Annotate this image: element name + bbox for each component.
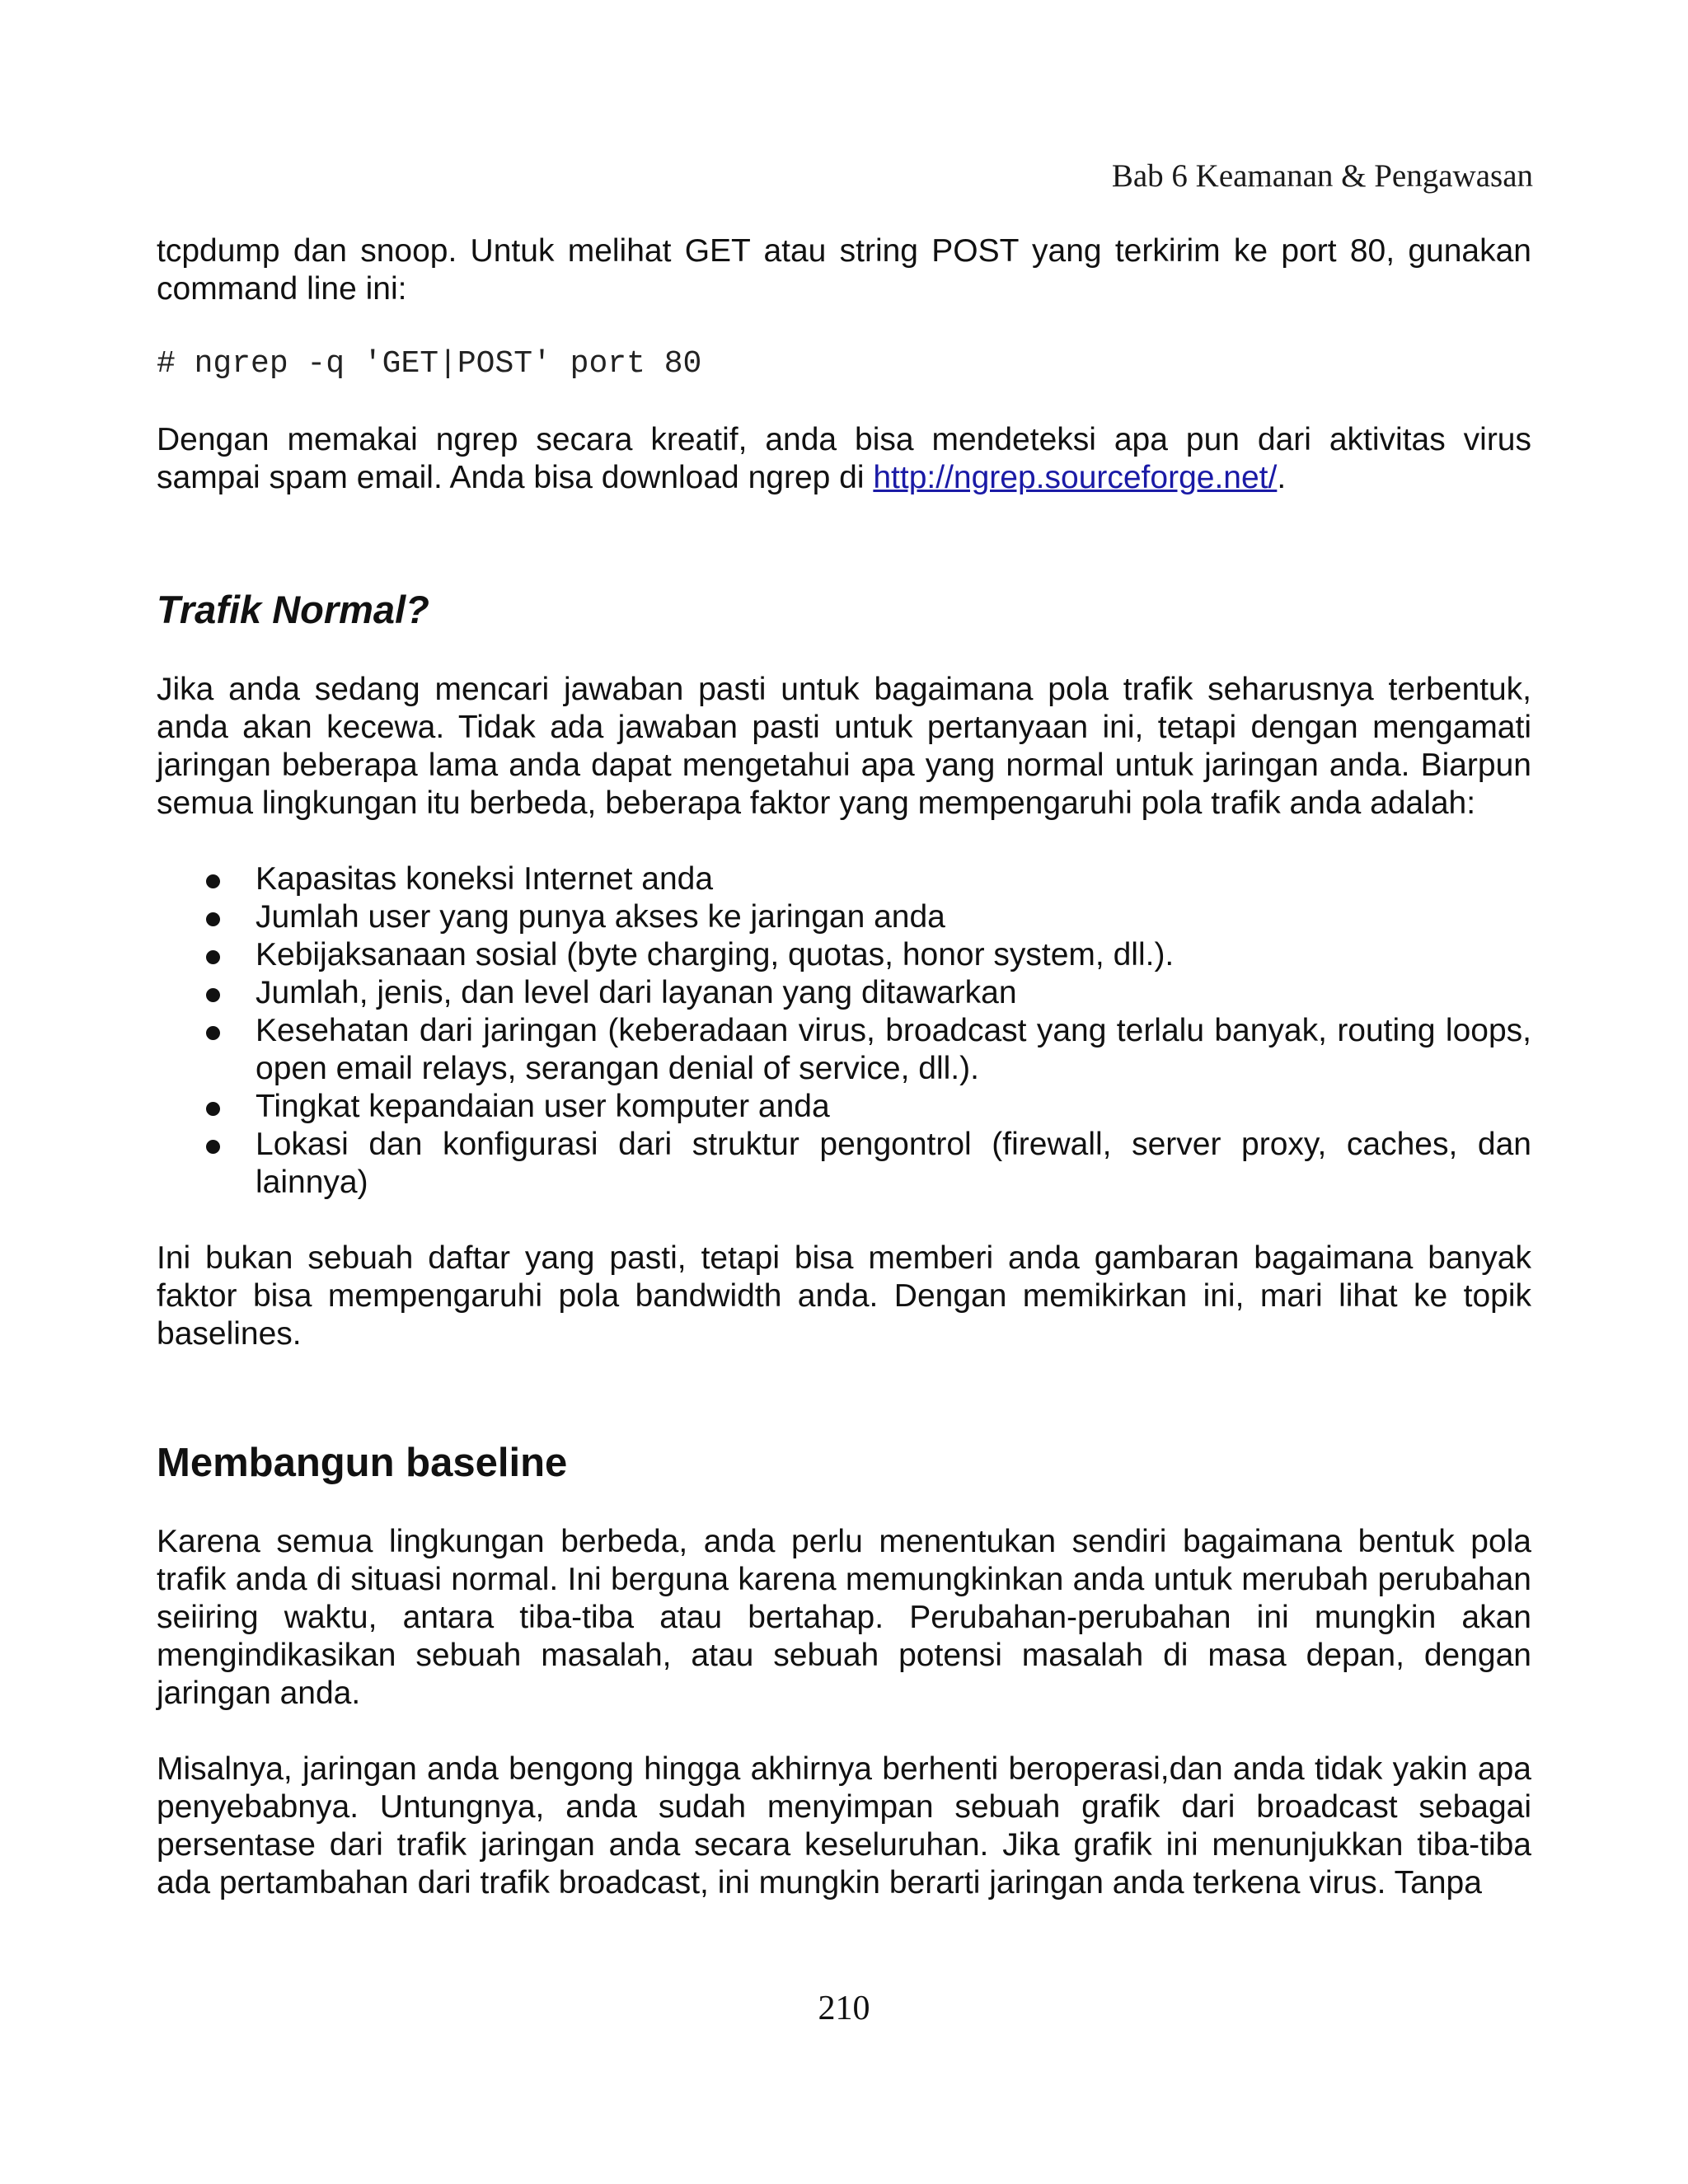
list-item — [157, 1126, 1531, 1202]
intro-paragraph-2-text: Dengan memakai ngrep secara kreatif, anda bisa mendeteksi apa pun dari aktivitas virus sampai spam email. Anda bisa download ngrep di — [157, 422, 1531, 495]
list-item — [157, 1088, 1531, 1126]
intro-paragraph-2-end: . — [1277, 460, 1287, 495]
bullet-icon — [206, 1026, 220, 1040]
intro-paragraph: tcpdump dan snoop. Untuk melihat GET atau string POST yang terkirim ke port 80, gunakan command line ini: — [157, 233, 1531, 307]
bullet-icon — [206, 1140, 220, 1154]
list-item-text: Tingkat kepandaian user komputer anda — [256, 1089, 830, 1124]
section2-paragraph-2: Misalnya, jaringan anda bengong hingga akhirnya berhenti beroperasi,dan anda tidak yakin apa penyebabnya. Untungnya, anda sudah menyimpan sebuah grafik dari broadcast sebagai persentase dari trafik jaringan anda secara keseluruhan. Jika grafik ini menunjukkan tiba-tiba ada pertambahan dari trafik broadcast, ini mungkin berarti jaringan anda terkena virus. Tanpa — [157, 1751, 1531, 1900]
bullet-icon — [206, 912, 220, 926]
page-content — [157, 232, 1531, 1902]
page-number: 210 — [818, 1990, 870, 2027]
list-item — [157, 898, 1531, 936]
list-item-text: Kesehatan dari jaringan (keberadaan virus, broadcast yang terlalu banyak, routing loops, open email relays, serangan denial of service, dll.). — [256, 1013, 1531, 1086]
ngrep-link[interactable]: http://ngrep.sourceforge.net/ — [873, 460, 1278, 495]
list-item-text: Jumlah user yang punya akses ke jaringan anda — [256, 899, 945, 935]
section1-paragraph: Jika anda sedang mencari jawaban pasti untuk bagaimana pola trafik seharusnya terbentuk, anda akan kecewa. Tidak ada jawaban pasti untuk pertanyaan ini, tetapi dengan mengamati jaringan beberapa lama anda dapat mengetahui apa yang normal untuk jaringan anda. Biarpun semua lingkungan itu berbeda, beberapa faktor yang mempengaruhi pola trafik anda adalah: — [157, 672, 1531, 821]
list-item-text: Kebijaksanaan sosial (byte charging, quotas, honor system, dll.). — [256, 937, 1175, 972]
bullet-icon — [206, 1102, 220, 1116]
code-command: # ngrep -q 'GET|POST' port 80 — [157, 346, 702, 382]
list-item — [157, 974, 1531, 1012]
section2-paragraph-1: Karena semua lingkungan berbeda, anda perlu menentukan sendiri bagaimana bentuk pola trafik anda di situasi normal. Ini berguna karena memungkinkan anda untuk merubah perubahan seiiring waktu, antara tiba-tiba atau bertahap. Perubahan-perubahan ini mungkin akan mengindikasikan sebuah masalah, atau sebuah potensi masalah di masa depan, dengan jaringan anda. — [157, 1524, 1531, 1711]
bullet-icon — [206, 950, 220, 964]
bullet-icon — [206, 988, 220, 1002]
section1-closing-paragraph: Ini bukan sebuah daftar yang pasti, tetapi bisa memberi anda gambaran bagaimana banyak faktor bisa mempengaruhi pola bandwidth anda. Dengan memikirkan ini, mari lihat ke topik baselines. — [157, 1240, 1531, 1352]
intro-paragraph-2 — [157, 421, 1531, 497]
list-item — [157, 936, 1531, 974]
list-item-text: Lokasi dan konfigurasi dari struktur pengontrol (firewall, server proxy, caches, dan lainnya) — [256, 1127, 1531, 1200]
list-item — [157, 860, 1531, 898]
list-item-text: Jumlah, jenis, dan level dari layanan yang ditawarkan — [256, 975, 1017, 1010]
list-item — [157, 1012, 1531, 1088]
bullet-icon — [206, 874, 220, 888]
factor-list — [157, 860, 1531, 1202]
list-item-text: Kapasitas koneksi Internet anda — [256, 861, 714, 897]
section-heading-trafik-normal: Trafik Normal? — [157, 588, 429, 631]
section-heading-membangun-baseline: Membangun baseline — [157, 1441, 568, 1485]
running-header: Bab 6 Keamanan & Pengawasan — [1111, 158, 1533, 194]
